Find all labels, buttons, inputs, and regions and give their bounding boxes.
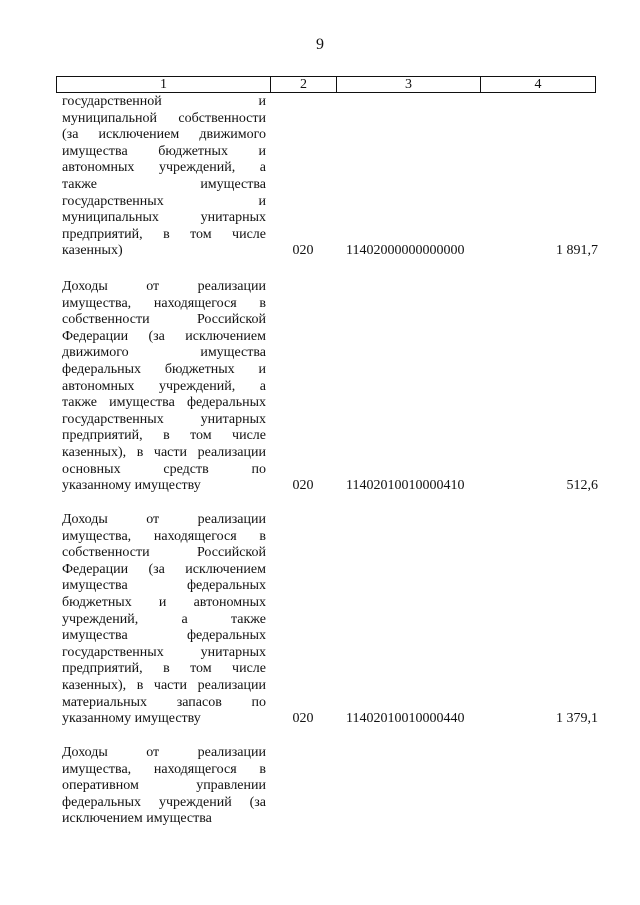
row-description: [62, 94, 266, 260]
row-kbk: 11402010010000440: [346, 711, 465, 727]
description-line: движимого имущества: [62, 345, 266, 361]
description-line: Доходы от реализации: [62, 279, 266, 294]
row-description: [62, 512, 266, 728]
description-line: учреждений, а также: [62, 611, 266, 627]
description-line: Федерации (за исключением: [62, 561, 266, 577]
description-line: казенных), в части реализации: [62, 444, 266, 460]
header-col-2: 2: [271, 77, 337, 92]
description-line: указанному имуществу: [62, 478, 201, 494]
description-line: имущества бюджетных и: [62, 143, 266, 159]
description-line: оперативном управлении: [62, 778, 266, 794]
description-line: имущества федеральных: [62, 578, 266, 594]
row-kbk: 11402010010000410: [346, 478, 465, 494]
description-line: государственных унитарных: [62, 411, 266, 427]
description-line: федеральных бюджетных и: [62, 361, 266, 377]
header-col-3: 3: [337, 77, 481, 92]
description-line: автономных учреждений, а: [62, 160, 266, 176]
description-line: государственных унитарных: [62, 644, 266, 660]
description-line: указанному имуществу: [62, 711, 201, 727]
description-line: (за исключением движимого: [62, 127, 266, 143]
row-amount: 1 891,7: [556, 243, 598, 259]
description-line: имущества федеральных: [62, 628, 266, 644]
description-line: предприятий, в том числе: [62, 428, 266, 444]
description-line: собственности Российской: [62, 545, 266, 561]
header-col-4: 4: [534, 77, 542, 92]
row-amount: 1 379,1: [556, 711, 598, 727]
description-line: также имущества: [62, 176, 266, 192]
description-line: федеральных учреждений (за: [62, 794, 266, 810]
description-line: имущества, находящегося в: [62, 761, 266, 777]
row-code: 020: [292, 478, 314, 494]
row-description: [62, 745, 266, 828]
description-line: предприятий, в том числе: [62, 226, 266, 242]
description-line: также имущества федеральных: [62, 395, 266, 411]
description-line: автономных учреждений, а: [62, 378, 266, 394]
description-line: Федерации (за исключением: [62, 328, 266, 344]
header-col-1: 1: [57, 77, 271, 92]
description-line: муниципальных унитарных: [62, 210, 266, 226]
description-line: бюджетных и автономных: [62, 594, 266, 610]
row-kbk: 11402000000000000: [346, 243, 465, 259]
description-line: имущества, находящегося в: [62, 528, 266, 544]
description-line: материальных запасов по: [62, 694, 266, 710]
row-description: [62, 279, 266, 495]
description-line: предприятий, в том числе: [62, 661, 266, 677]
description-line: собственности Российской: [62, 312, 266, 328]
row-code: 020: [292, 243, 314, 259]
description-line: государственных и: [62, 193, 266, 209]
row-code: 020: [292, 711, 314, 727]
description-line: имущества, находящегося в: [62, 295, 266, 311]
description-line: казенных), в части реализации: [62, 677, 266, 693]
description-line: Доходы от реализации: [62, 745, 266, 760]
description-line: Доходы от реализации: [62, 512, 266, 527]
description-line: казенных): [62, 243, 123, 259]
row-amount: 512,6: [566, 478, 598, 494]
description-line: муниципальной собственности: [62, 110, 266, 126]
table-header-row: [56, 76, 596, 93]
page-number: 9: [316, 36, 324, 53]
description-line: исключением имущества: [62, 811, 212, 827]
description-line: основных средств по: [62, 461, 266, 477]
description-line: государственной и: [62, 94, 266, 109]
